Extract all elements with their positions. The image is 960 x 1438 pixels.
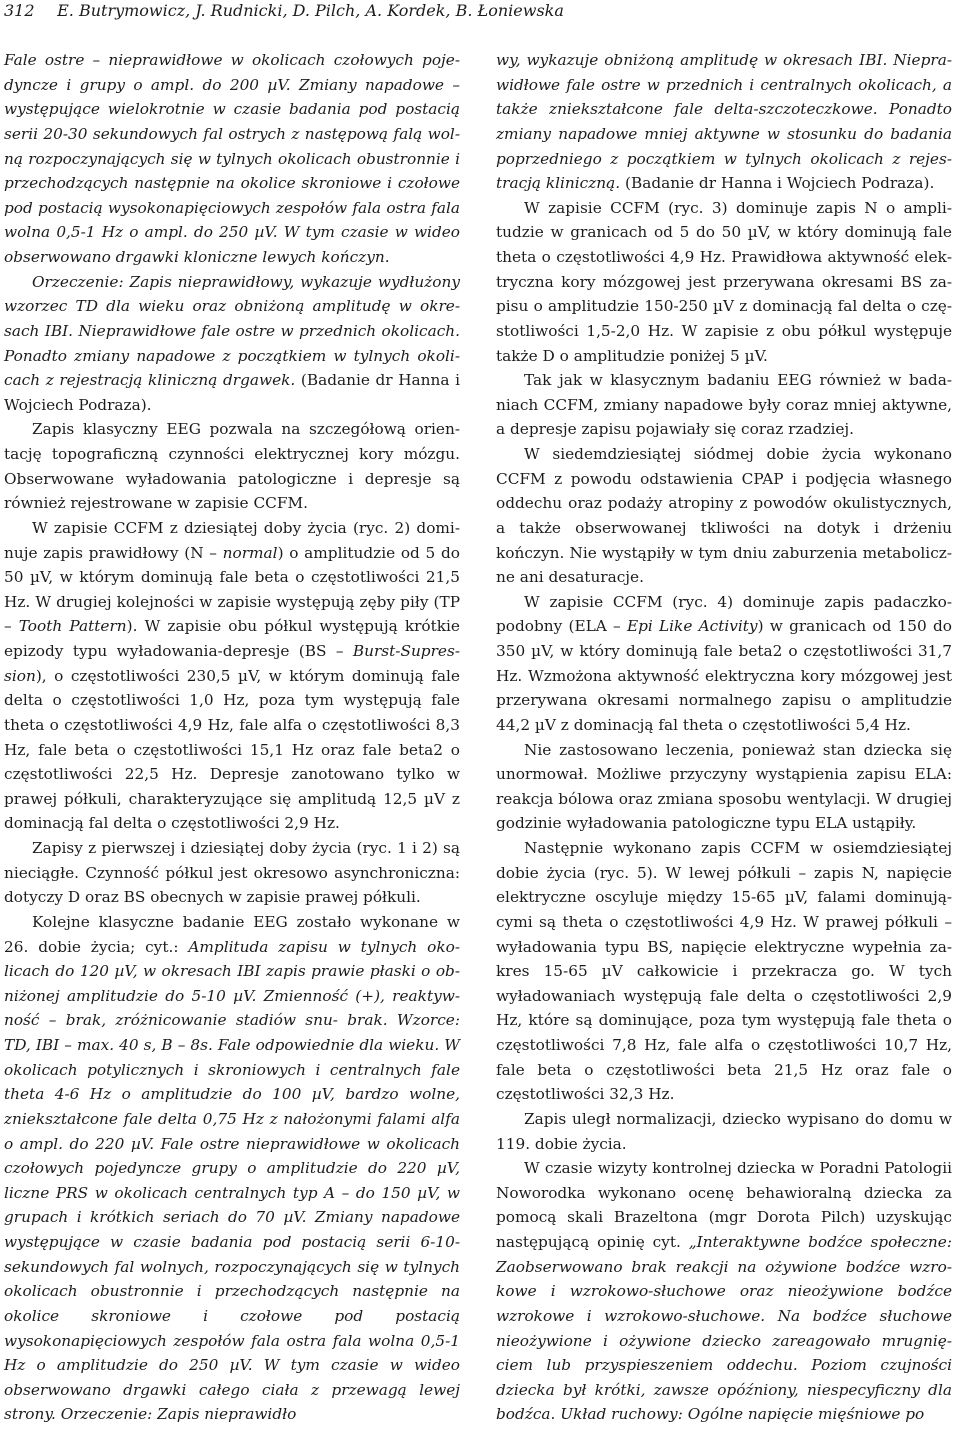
page-number: 312 [4,1,35,20]
paragraph [496,196,952,368]
eeg-report-quote: Amplituda zapisu w tylnych okolicach do 120 µV, w okresach IBI zapis prawie płaski o obniżonej amplitudzie do 5-10 µV. Zmienność (+), reaktywność – brak, zróżnicowanie stadiów snu- brak. Wzorce: TD, IBI – max. 40 s, B – 8s. Fale odpowiednie dla wieku. W okolicach potylicznych i skroniowych i centralnych fale theta 4-6 Hz o amplitudzie do 100 µV, bardzo wolne, zniekształcone fale delta 0,75 Hz z nałożonymi falami alfa o ampl. do 220 µV. Fale ostre nieprawidłowe w okolicach czołowych pojedyncze grupy o amplitudzie do 220 µV, liczne PRS w okolicach centralnych typ A – do 150 µV, w grupach i krótkich seriach do 70 µV. Zmiany napadowe występujące w czasie badania pod postacią serii 6-10-sekundowych fal wolnych, rozpoczynających się w tylnych okolicach obustronnie i przechodzących następnie na okolice skroniowe i czołowe pod postacią wysokonapięciowych zespołów fala ostra fala wolna 0,5-1 Hz o amplitudzie do 250 µV. W tym czasie w wideo obserwowano drgawki całego ciała z przewagą lewej strony. Orzeczenie: Zapis nieprawidło [4,937,460,1424]
term-normal: normal [222,543,278,562]
paragraph-text: Nie zastosowano leczenia, ponieważ stan dziecka się unormował. Możliwe przyczyny wystąpienia zapisu ELA: reakcja bólowa oraz zmiana sposobu wentylacji. W drugiej godzinie wyładowania patologiczne typu ELA ustąpiły. [496,740,952,833]
paragraph [496,368,952,442]
paragraph-text: W siedemdziesiątej siódmej dobie życia wykonano CCFM z powodu odstawienia CPAP i podjęcia własnego oddechu oraz podaży atropiny z powodów okulistycznych, a także obserwowanej tkliwości na dotyk i drżeniu kończyn. Nie wystąpiły w tym dniu zaburzenia metaboliczne ani desaturacje. [496,445,952,587]
paragraph-text: ) w granicach od 150 do 350 µV, w który dominują fale beta2 o częstotliwości 31,7 Hz. Wzmożona aktywność elektryczna kory mózgowej jest przerywana okresami normalnego zapisu o amplitudzie 44,2 µV z dominacją fal theta o częstotliwości 5,4 Hz. [496,617,952,734]
paragraph-text: Tak jak w klasycznym badaniu EEG również w badaniach CCFM, zmiany napadowe były coraz mniej aktywne, a depresje zapisu pojawiały się coraz rzadziej. [496,371,952,439]
paragraph [496,1156,952,1427]
eeg-report-quote: Fale ostre – nieprawidłowe w okolicach czołowych pojedyncze i grupy o ampl. do 200 µV. Zmiany napadowe – występujące wielokrotnie w czasie badania pod postacią serii 20-30 sekundowych fal ostrych z następową falą wolną rozpoczynających się w tylnych okolicach obustronnie i przechodzących następnie na okolice skroniowe i czołowe pod postacią wysokonapięciowych zespołów fala ostra fala wolna 0,5-1 Hz o ampl. do 250 µV. W tym czasie w wideo obserwowano drgawki kloniczne lewych kończyn. [4,51,460,266]
paragraph [4,270,460,418]
right-column [496,48,952,1427]
left-column [4,48,460,1427]
exam-credit: (Badanie dr Hanna i Wojciech Podraza). [620,174,935,193]
paragraph [4,836,460,910]
paragraph [4,910,460,1427]
brazelton-opinion-quote: „Interaktywne bodźce społeczne: Zaobserwowano brak reakcji na ożywione bodźce wzrokowe i wzrokowo-słuchowe oraz nieożywione bodźce wzrokowe i wzrokowo-słuchowe. Na bodźce słuchowe nieożywione i ożywione dziecko zareagowało mrugnięciem lub przyspieszeniem oddechu. Poziom czujności dziecka był krótki, zawsze opóźniony, niespecyficzny dla bodźca. Układ ruchowy: Ogólne napięcie mięśniowe po [496,1233,952,1424]
paragraph [496,836,952,1107]
paragraph [496,442,952,590]
paragraph [496,738,952,837]
running-header-authors: E. Butrymowicz, J. Rudnicki, D. Pilch, A. Kordek, B. Łoniewska [57,1,564,20]
paragraph-text: ) o amplitudzie od 5 do 50 µV, w którym dominują fale beta o częstotliwości 21,5 Hz. W drugiej kolejności w zapisie występują zęby piły (TP – [4,543,460,636]
paragraph-text: Zapis uległ normalizacji, dziecko wypisano do domu w 119. dobie życia. [496,1109,952,1153]
paragraph-text: W zapisie CCFM (ryc. 4) dominuje zapis padaczkopodobny (ELA – [496,592,952,636]
term-tooth-pattern: Tooth Pattern [18,617,127,636]
eeg-conclusion-quote: wy, wykazuje obniżoną amplitudę w okresach IBI. Nieprawidłowe fale ostre w przednich i centralnych okolicach, a także zniekształcone fale delta-szczoteczkowe. Ponadto zmiany napadowe mniej aktywne w stosunku do badania poprzedniego z początkiem w tylnych okolicach z rejestracją kliniczną. [496,51,952,193]
paragraph [496,48,952,196]
paragraph-text: ). W zapisie obu półkul występują krótkie epizody typu wyładowania-depresje (BS – [4,617,460,660]
paragraph [496,1107,952,1156]
paragraph-text: Zapis klasyczny EEG pozwala na szczegółową orientację topograficzną czynności elektrycznej kory mózgu. Obserwowane wyładowania patologiczne i depresje są również rejestrowane w zapisie CCFM. [4,420,460,513]
exam-credit: (Badanie dr Hanna i Wojciech Podraza). [4,371,460,414]
paragraph [4,417,460,516]
paragraph-text: Następnie wykonano zapis CCFM w osiemdziesiątej dobie życia (ryc. 5). W lewej półkuli – zapis N, napięcie elektryczne oscyluje między 15-65 µV, falami dominującymi są theta o częstotliwości 4,9 Hz. W prawej półkuli – wyładowania typu BS, napięcie elektryczne wypełnia zakres 15-65 µV całkowicie i przekracza go. W tych wyładowaniach występują fale delta o częstotliwości 2,9 Hz, które są dominujące, poza tym występują fale theta o częstotliwości 7,8 Hz, fale alfa o częstotliwości 10,7 Hz, fale beta o częstotliwości beta 21,5 Hz oraz fale o częstotliwości 32,3 Hz. [496,839,952,1104]
paragraph-text: Zapisy z pierwszej i dziesiątej doby życia (ryc. 1 i 2) są nieciągłe. Czynność półkul jest okresowo asynchroniczna: dotyczy D oraz BS obecnych w zapisie prawej półkuli. [4,839,460,907]
term-epi-like-activity: Epi Like Activity [626,617,758,636]
paragraph-text: W czasie wizyty kontrolnej dziecka w Poradni Patologii Noworodka wykonano ocenę behawioralną dziecka za pomocą skali Brazeltona (mgr Dorota Pilch) uzyskując następującą opinię cyt. [496,1159,952,1251]
paragraph [4,516,460,836]
paragraph [4,48,460,270]
eeg-conclusion-quote: Orzeczenie: Zapis nieprawidłowy, wykazuje wydłużony wzorzec TD dla wieku oraz obniżoną amplitudę w okresach IBI. Nieprawidłowe fale ostre w przednich okolicach. Ponadto zmiany napadowe z początkiem w tylnych okolicach z rejestracją kliniczną drgawek. [4,272,460,390]
paragraph-text: Kolejne klasyczne badanie EEG zostało wykonane w 26. dobie życia; cyt.: [4,912,460,956]
paragraph-text: W zapisie CCFM (ryc. 3) dominuje zapis N o amplitudzie w granicach od 5 do 50 µV, w który dominują fale theta o częstotliwości 4,9 Hz. Prawidłowa aktywność elektryczna kory mózgowej jest przerywana okresami BS zapisu o amplitudzie 150-250 µV z dominacją fal delta o częstotliwości 1,5-2,0 Hz. W zapisie z obu półkul występuje także D o amplitudzie poniżej 5 µV. [496,198,952,365]
term-burst-suppression: Burst-Supression [4,642,460,685]
paragraph-text: W zapisie CCFM z dziesiątej doby życia (ryc. 2) dominuje zapis prawidłowy (N – [4,518,460,562]
paragraph [496,590,952,738]
running-header [4,0,934,22]
paragraph-text: ), o częstotliwości 230,5 µV, w którym dominują fale delta o częstotliwości 1,0 Hz, poza tym występują fale theta o częstotliwości 4,9 Hz, fale alfa o częstotliwości 8,3 Hz, fale beta o częstotliwości 15,1 Hz oraz fale beta2 o częstotliwości 22,5 Hz. Depresje zanotowano tylko w prawej półkuli, charakteryzujące się amplitudą 12,5 µV z dominacją fal delta o częstotliwości 2,9 Hz. [4,666,460,833]
